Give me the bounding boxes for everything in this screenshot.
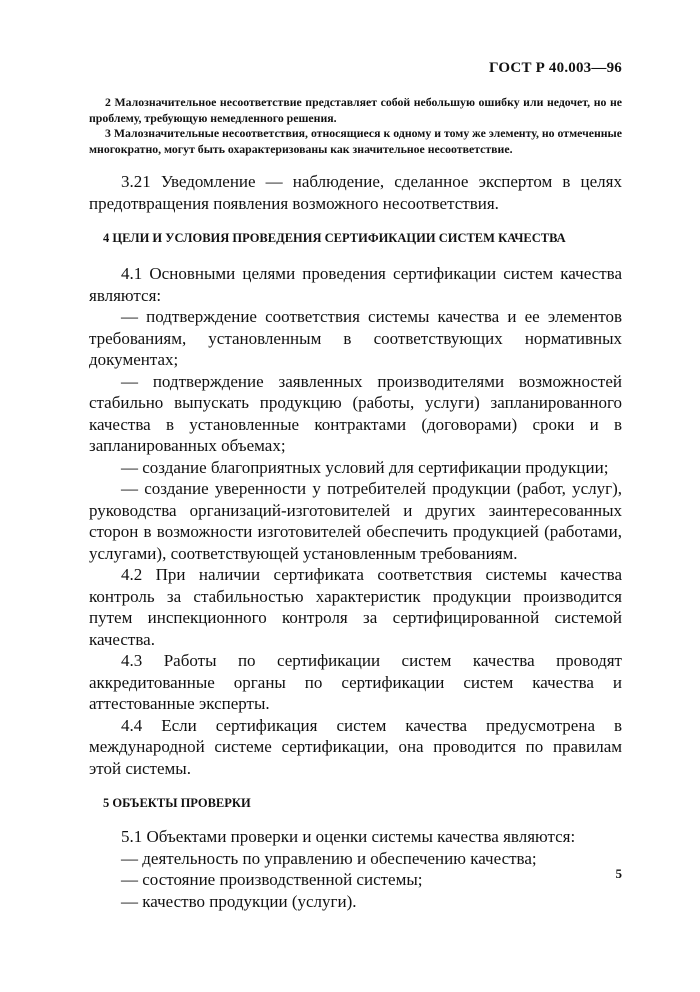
- page-body: [89, 95, 622, 912]
- list-item: — создание благоприятных условий для сертификации продукции;: [121, 457, 609, 477]
- list-item: — деятельность по управлению и обеспечению качества;: [121, 848, 537, 868]
- list-item: — создание уверенности у потребителей продукции (работ, услуг), руководства организаций-изготовителей и других заинтересованных сторон в возможности изготовителей обеспечить продукцией (работами, услугами), соответствующей установленным требованиям.: [89, 479, 622, 563]
- paragraph-4-4: 4.4 Если сертификация систем качества предусмотрена в международной системе сертификации, она проводится по правилам этой системы.: [89, 715, 622, 778]
- page-number: 5: [615, 866, 622, 881]
- definition-3-21: 3.21 Уведомление — наблюдение, сделанное экспертом в целях предотвращения появления возможного несоответствия.: [89, 172, 622, 213]
- note-2: 2 Малозначительное несоответствие представляет собой небольшую ошибку или недочет, но не проблему, требующую немедленного решения.: [89, 95, 622, 125]
- section-5-heading: 5 ОБЪЕКТЫ ПРОВЕРКИ: [103, 796, 251, 810]
- paragraph-5-1: 5.1 Объектами проверки и оценки системы качества являются:: [121, 827, 576, 846]
- paragraph-4-2: 4.2 При наличии сертификата соответствия системы качества контроль за стабильностью характеристик продукции производится путем инспекционного контроля за сертифицированной системой качества.: [89, 565, 622, 649]
- note-3: 3 Малозначительные несоответствия, относящиеся к одному и тому же элементу, но отмеченные многократно, могут быть охарактеризованы как значительное несоответствие.: [89, 126, 622, 156]
- paragraph-4-3: 4.3 Работы по сертификации систем качества проводят аккредитованные органы по сертификации систем качества и аттестованные эксперты.: [89, 651, 622, 713]
- list-item: — качество продукции (услуги).: [121, 891, 357, 911]
- list-item: — подтверждение соответствия системы качества и ее элементов требованиям, установленным в соответствующих нормативных документах;: [89, 307, 622, 369]
- document-id: ГОСТ Р 40.003—96: [489, 60, 622, 76]
- paragraph-4-1: 4.1 Основными целями проведения сертификации систем качества являются:: [89, 264, 622, 305]
- list-item: — состояние производственной системы;: [121, 870, 423, 889]
- section-4-heading: 4 ЦЕЛИ И УСЛОВИЯ ПРОВЕДЕНИЯ СЕРТИФИКАЦИИ СИСТЕМ КАЧЕСТВА: [103, 231, 566, 245]
- list-item: — подтверждение заявленных производителями возможностей стабильно выпускать продукцию (работы, услуги) запланированного качества в установленные контрактами (договорами) сроки и в запланированных объемах;: [89, 371, 622, 455]
